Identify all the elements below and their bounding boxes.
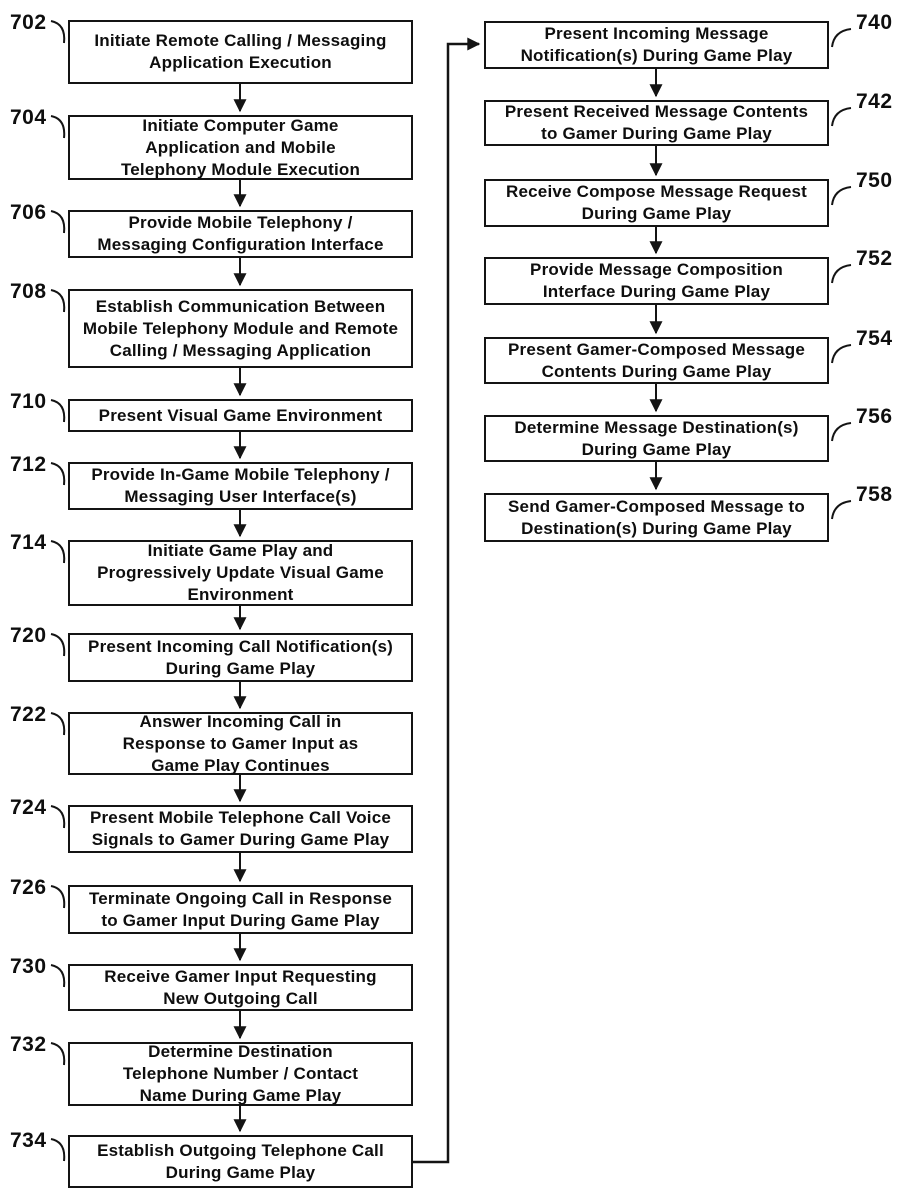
ref-label-720: 720 xyxy=(10,624,47,647)
flow-box-730: Receive Gamer Input Requesting New Outgoing Call xyxy=(68,964,413,1011)
flow-box-708: Establish Communication Between Mobile Telephony Module and Remote Calling / Messaging Application xyxy=(68,289,413,368)
ref-label-708: 708 xyxy=(10,280,47,303)
flow-box-754: Present Gamer-Composed Message Contents During Game Play xyxy=(484,337,829,384)
leader-734 xyxy=(51,1139,64,1161)
flow-box-758: Send Gamer-Composed Message to Destination(s) During Game Play xyxy=(484,493,829,542)
flow-box-726: Terminate Ongoing Call in Response to Gamer Input During Game Play xyxy=(68,885,413,934)
leader-752 xyxy=(832,265,851,283)
flow-box-702: Initiate Remote Calling / Messaging Application Execution xyxy=(68,20,413,84)
right-leader-hooks xyxy=(832,29,851,519)
leader-756 xyxy=(832,423,851,441)
ref-label-758: 758 xyxy=(856,483,893,506)
leader-714 xyxy=(51,541,64,563)
ref-label-732: 732 xyxy=(10,1033,47,1056)
ref-label-756: 756 xyxy=(856,405,893,428)
ref-label-734: 734 xyxy=(10,1129,47,1152)
arrow-734-740 xyxy=(413,44,479,1162)
flow-box-752: Provide Message Composition Interface During Game Play xyxy=(484,257,829,305)
leader-754 xyxy=(832,345,851,363)
ref-label-726: 726 xyxy=(10,876,47,899)
flow-box-750: Receive Compose Message Request During Game Play xyxy=(484,179,829,227)
ref-label-742: 742 xyxy=(856,90,893,113)
flow-box-734: Establish Outgoing Telephone Call During Game Play xyxy=(68,1135,413,1188)
ref-label-730: 730 xyxy=(10,955,47,978)
leader-722 xyxy=(51,713,64,735)
leader-710 xyxy=(51,400,64,422)
leader-708 xyxy=(51,290,64,312)
leader-712 xyxy=(51,463,64,485)
leader-726 xyxy=(51,886,64,908)
leader-758 xyxy=(832,501,851,519)
leader-732 xyxy=(51,1043,64,1065)
leader-702 xyxy=(51,21,64,43)
flow-box-712: Provide In-Game Mobile Telephony / Messaging User Interface(s) xyxy=(68,462,413,510)
flow-box-724: Present Mobile Telephone Call Voice Signals to Gamer During Game Play xyxy=(68,805,413,853)
flow-box-720: Present Incoming Call Notification(s) During Game Play xyxy=(68,633,413,682)
leader-706 xyxy=(51,211,64,233)
leader-724 xyxy=(51,806,64,828)
leader-750 xyxy=(832,187,851,205)
leader-740 xyxy=(832,29,851,47)
ref-label-704: 704 xyxy=(10,106,47,129)
ref-label-752: 752 xyxy=(856,247,893,270)
ref-label-710: 710 xyxy=(10,390,47,413)
ref-label-754: 754 xyxy=(856,327,893,350)
flow-box-704: Initiate Computer Game Application and Mobile Telephony Module Execution xyxy=(68,115,413,180)
leader-720 xyxy=(51,634,64,656)
ref-label-702: 702 xyxy=(10,11,47,34)
flow-box-756: Determine Message Destination(s) During Game Play xyxy=(484,415,829,462)
flow-box-732: Determine Destination Telephone Number / Contact Name During Game Play xyxy=(68,1042,413,1106)
flow-box-740: Present Incoming Message Notification(s) During Game Play xyxy=(484,21,829,69)
leader-742 xyxy=(832,108,851,126)
flow-box-710: Present Visual Game Environment xyxy=(68,399,413,432)
flow-box-722: Answer Incoming Call in Response to Gamer Input as Game Play Continues xyxy=(68,712,413,775)
leader-730 xyxy=(51,965,64,987)
ref-label-712: 712 xyxy=(10,453,47,476)
flow-box-742: Present Received Message Contents to Gamer During Game Play xyxy=(484,100,829,146)
ref-label-740: 740 xyxy=(856,11,893,34)
ref-label-722: 722 xyxy=(10,703,47,726)
flow-box-714: Initiate Game Play and Progressively Update Visual Game Environment xyxy=(68,540,413,606)
flow-box-706: Provide Mobile Telephony / Messaging Configuration Interface xyxy=(68,210,413,258)
ref-label-714: 714 xyxy=(10,531,47,554)
leader-704 xyxy=(51,116,64,138)
ref-label-750: 750 xyxy=(856,169,893,192)
ref-label-724: 724 xyxy=(10,796,47,819)
ref-label-706: 706 xyxy=(10,201,47,224)
left-leader-hooks xyxy=(51,21,64,1161)
